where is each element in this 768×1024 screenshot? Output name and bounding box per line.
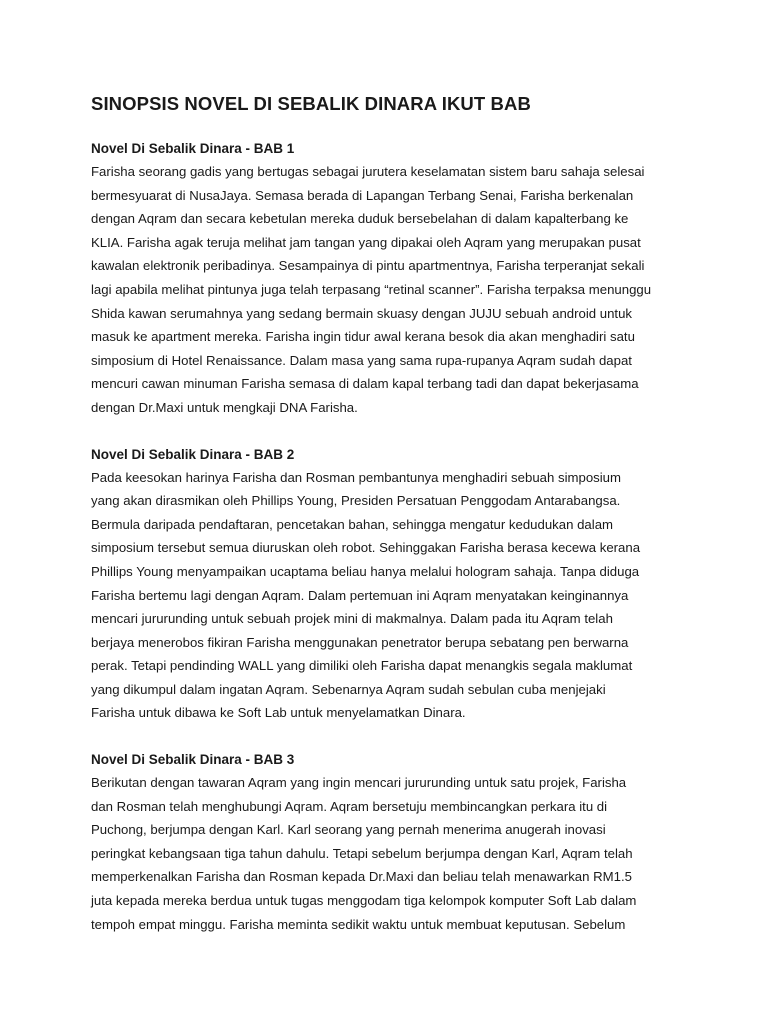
paragraph-line: perak. Tetapi pendinding WALL yang dimiliki oleh Farisha dapat menangkis segala maklumat xyxy=(91,658,633,674)
chapter-heading: Novel Di Sebalik Dinara - BAB 3 xyxy=(91,752,295,768)
paragraph-line: Farisha untuk dibawa ke Soft Lab untuk menyelamatkan Dinara. xyxy=(91,705,466,721)
chapter-section xyxy=(91,138,691,420)
chapter-heading: Novel Di Sebalik Dinara - BAB 2 xyxy=(91,446,295,462)
paragraph-line: Berikutan dengan tawaran Aqram yang ingin mencari jururunding untuk satu projek, Farisha xyxy=(91,775,627,791)
document-page xyxy=(91,92,691,960)
paragraph-line: yang dikumpul dalam ingatan Aqram. Sebenarnya Aqram sudah sebulan cuba menjejaki xyxy=(91,681,606,697)
paragraph-line: Farisha seorang gadis yang bertugas sebagai jurutera keselamatan sistem baru sahaja selesai xyxy=(91,164,645,179)
paragraph-line: lagi apabila melihat pintunya juga telah terpasang “retinal scanner”. Farisha terpaksa menunggu xyxy=(91,281,652,297)
paragraph-line: masuk ke apartment mereka. Farisha ingin tidur awal kerana besok dia akan menghadiri satu xyxy=(91,329,635,345)
document-title: SINOPSIS NOVEL DI SEBALIK DINARA IKUT BAB xyxy=(91,93,531,114)
paragraph-line: Phillips Young menyampaikan ucaptama beliau hanya melalui hologram sahaja. Tanpa diduga xyxy=(91,563,640,579)
chapter-body xyxy=(91,466,691,726)
chapter-section xyxy=(91,444,691,726)
paragraph-line: Pada keesokan harinya Farisha dan Rosman pembantunya menghadiri sebuah simposium xyxy=(91,469,622,485)
paragraph-line: Puchong, berjumpa dengan Karl. Karl seorang yang pernah menerima anugerah inovasi xyxy=(91,822,606,838)
chapter-heading: Novel Di Sebalik Dinara - BAB 1 xyxy=(91,141,295,156)
paragraph-line: simposium di Hotel Renaissance. Dalam masa yang sama rupa-rupanya Aqram sudah dapat xyxy=(91,352,632,368)
chapter-section xyxy=(91,749,691,936)
paragraph-line: bermesyuarat di NusaJaya. Semasa berada di Lapangan Terbang Senai, Farisha berkenalan xyxy=(91,187,634,203)
paragraph-line: memperkenalkan Farisha dan Rosman kepada Dr.Maxi dan beliau telah menawarkan RM1.5 xyxy=(91,869,632,885)
chapter-body xyxy=(91,771,691,936)
paragraph-line: dengan Aqram dan secara kebetulan mereka duduk bersebelahan di dalam kapalterbang ke xyxy=(91,211,629,227)
paragraph-line: dan Rosman telah menghubungi Aqram. Aqram bersetuju membincangkan perkara itu di xyxy=(91,798,608,814)
paragraph-line: kawalan elektronik peribadinya. Sesampainya di pintu apartmentnya, Farisha terperanjat sekali xyxy=(91,258,645,274)
paragraph-line: tempoh empat minggu. Farisha meminta sedikit waktu untuk membuat keputusan. Sebelum xyxy=(91,916,626,932)
paragraph-line: Shida kawan serumahnya yang sedang bermain skuasy dengan JUJU sebuah android untuk xyxy=(91,305,633,321)
paragraph-line: yang akan dirasmikan oleh Phillips Young, Presiden Persatuan Penggodam Antarabangsa. xyxy=(91,493,621,509)
paragraph-line: KLIA. Farisha agak teruja melihat jam tangan yang dipakai oleh Aqram yang merupakan pusat xyxy=(91,234,641,250)
paragraph-line: mencuri cawan minuman Farisha semasa di dalam kapal terbang tadi dan dapat bekerjasama xyxy=(91,376,639,392)
chapter-body xyxy=(91,160,691,420)
paragraph-line: Farisha bertemu lagi dengan Aqram. Dalam pertemuan ini Aqram menyatakan keinginannya xyxy=(91,587,629,603)
paragraph-line: juta kepada mereka berdua untuk tugas menggodam tiga kelompok komputer Soft Lab dalam xyxy=(91,893,637,909)
paragraph-line: mencari jururunding untuk sebuah projek mini di makmalnya. Dalam pada itu Aqram telah xyxy=(91,611,613,627)
paragraph-line: simposium tersebut semua diuruskan oleh robot. Sehinggakan Farisha berasa kecewa kerana xyxy=(91,540,641,556)
paragraph-line: peringkat kebangsaan tiga tahun dahulu. Tetapi sebelum berjumpa dengan Karl, Aqram telah xyxy=(91,845,633,861)
paragraph-line: Bermula daripada pendaftaran, pencetakan bahan, sehingga mengatur kedudukan dalam xyxy=(91,516,614,532)
paragraph-line: berjaya menerobos fikiran Farisha menggunakan penetrator berupa sebatang pen berwarna xyxy=(91,634,629,650)
paragraph-line: dengan Dr.Maxi untuk mengkaji DNA Farisha. xyxy=(91,399,358,415)
